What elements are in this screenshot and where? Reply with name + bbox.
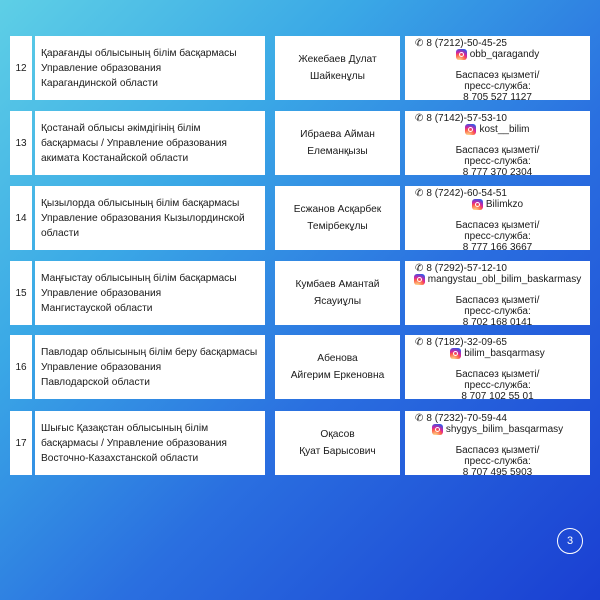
organization-line: Шығыс Қазақстан облысының білім	[41, 422, 209, 434]
organization-line: Павлодар облысының білім беру басқармасы	[41, 346, 258, 358]
instagram-icon	[450, 348, 461, 359]
press-label: пресс-служба:	[464, 81, 531, 92]
instagram-handle[interactable]: kost__bilim	[479, 124, 530, 135]
press-label: пресс-служба:	[464, 231, 531, 242]
press-phone[interactable]: 8 707 102 55 01	[461, 391, 534, 402]
organization-line: Мангистауской области	[41, 302, 153, 314]
contact-info	[405, 36, 590, 103]
instagram-handle[interactable]: shygys_bilim_basqarmasy	[445, 424, 564, 435]
row-number: 13	[10, 111, 32, 175]
instagram-icon	[472, 199, 483, 210]
head-name	[275, 36, 400, 100]
press-service	[405, 445, 590, 478]
head-name-line: Оқасов	[320, 429, 355, 440]
phone-icon: ✆	[415, 413, 424, 424]
head-name-line: Елеманқызы	[307, 146, 368, 157]
organization-line: Қызылорда облысының білім басқармасы	[41, 197, 240, 209]
press-label: Баспасөз қызметі/	[455, 70, 540, 81]
organization-line: басқармасы / Управление образования	[41, 437, 227, 449]
organization-line: Восточно-Казахстанской области	[41, 452, 199, 464]
press-phone[interactable]: 8 705 527 1127	[463, 92, 532, 103]
press-phone[interactable]: 8 702 168 0141	[462, 317, 533, 328]
phone-number[interactable]: 8 (7242)-60-54-51	[426, 188, 507, 199]
head-name-line: Шайкенұлы	[310, 71, 365, 82]
press-service	[405, 70, 590, 103]
press-label: Баспасөз қызметі/	[455, 445, 540, 456]
contact-info	[405, 111, 590, 178]
instagram-icon	[414, 274, 425, 285]
organization-line: Управление образования	[41, 62, 162, 74]
table-row	[10, 186, 590, 253]
table-row	[10, 411, 590, 478]
head-name-line: Ибраева Айман	[300, 129, 375, 140]
head-name	[275, 335, 400, 399]
head-name-line: Темірбекұлы	[307, 221, 368, 232]
organization-line: Маңғыстау облысының білім басқармасы	[41, 272, 237, 284]
press-service	[405, 145, 590, 178]
head-name-line: Есжанов Асқарбек	[293, 204, 382, 215]
head-name-line: Абенова	[317, 353, 358, 364]
press-label: Баспасөз қызметі/	[455, 369, 540, 380]
instagram-icon	[465, 124, 476, 135]
instagram-handle[interactable]: bilim_basqarmasy	[464, 348, 545, 359]
contact-info	[405, 261, 590, 328]
press-phone[interactable]: 8 777 166 3667	[462, 242, 533, 253]
organization-line: области	[41, 227, 80, 239]
head-name-line: Айгерим Еркеновна	[290, 370, 385, 381]
contact-info	[405, 335, 590, 402]
press-label: пресс-служба:	[464, 156, 531, 167]
row-number: 15	[10, 261, 32, 325]
press-label: Баспасөз қызметі/	[455, 295, 540, 306]
phone-icon: ✆	[415, 188, 424, 199]
head-name-line: Қуат Барысович	[299, 446, 376, 457]
instagram-handle[interactable]: obb_qaragandy	[469, 49, 540, 60]
row-number: 12	[10, 36, 32, 100]
press-phone[interactable]: 8 707 495 5903	[462, 467, 533, 478]
contact-info	[405, 186, 590, 253]
organization-name	[35, 261, 265, 325]
phone-icon: ✆	[415, 38, 424, 49]
organization-name	[35, 111, 265, 175]
organization-line: басқармасы / Управление образования	[41, 137, 227, 149]
phone-number[interactable]: 8 (7232)-70-59-44	[426, 413, 507, 424]
table-row	[10, 261, 590, 328]
press-service	[405, 369, 590, 402]
phone-number[interactable]: 8 (7292)-57-12-10	[426, 263, 507, 274]
press-label: Баспасөз қызметі/	[455, 145, 540, 156]
press-service	[405, 220, 590, 253]
instagram-icon	[456, 49, 467, 60]
table-row	[10, 111, 590, 178]
organization-name	[35, 411, 265, 475]
press-service	[405, 295, 590, 328]
page-number: 3	[557, 528, 583, 554]
organization-line: Управление образования Кызылординской	[41, 212, 245, 224]
organization-name	[35, 186, 265, 250]
phone-icon: ✆	[415, 337, 424, 348]
organization-line: Павлодарской области	[41, 376, 150, 388]
phone-number[interactable]: 8 (7182)-32-09-65	[426, 337, 507, 348]
head-name	[275, 261, 400, 325]
phone-icon: ✆	[415, 113, 424, 124]
phone-number[interactable]: 8 (7212)-50-45-25	[426, 38, 507, 49]
organization-line: Қарағанды облысының білім басқармасы	[41, 47, 237, 59]
press-phone[interactable]: 8 777 370 2304	[462, 167, 533, 178]
contact-info	[405, 411, 590, 478]
head-name-line: Кумбаев Амантай	[295, 279, 380, 290]
organization-name	[35, 36, 265, 100]
phone-icon: ✆	[415, 263, 424, 274]
organization-line: Управление образования	[41, 361, 162, 373]
organization-line: акимата Костанайской области	[41, 152, 189, 164]
head-name-line: Жекебаев Дулат	[298, 54, 377, 65]
instagram-icon	[432, 424, 443, 435]
organization-name	[35, 335, 265, 399]
table-row	[10, 36, 590, 103]
instagram-handle[interactable]: Bilimkzo	[485, 199, 524, 210]
organization-line: Қостанай облысы әкімдігінің білім	[41, 122, 201, 134]
press-label: пресс-служба:	[464, 380, 531, 391]
instagram-handle[interactable]: mangystau_obl_bilim_baskarmasy	[427, 274, 582, 285]
press-label: Баспасөз қызметі/	[455, 220, 540, 231]
head-name	[275, 111, 400, 175]
row-number: 17	[10, 411, 32, 475]
head-name	[275, 411, 400, 475]
row-number: 14	[10, 186, 32, 250]
press-label: пресс-служба:	[464, 306, 531, 317]
press-label: пресс-служба:	[464, 456, 531, 467]
phone-number[interactable]: 8 (7142)-57-53-10	[426, 113, 507, 124]
head-name	[275, 186, 400, 250]
row-number: 16	[10, 335, 32, 399]
head-name-line: Ясауиұлы	[313, 296, 362, 307]
organization-line: Управление образования	[41, 287, 162, 299]
organization-line: Карагандинской области	[41, 77, 158, 89]
table-row	[10, 335, 590, 402]
